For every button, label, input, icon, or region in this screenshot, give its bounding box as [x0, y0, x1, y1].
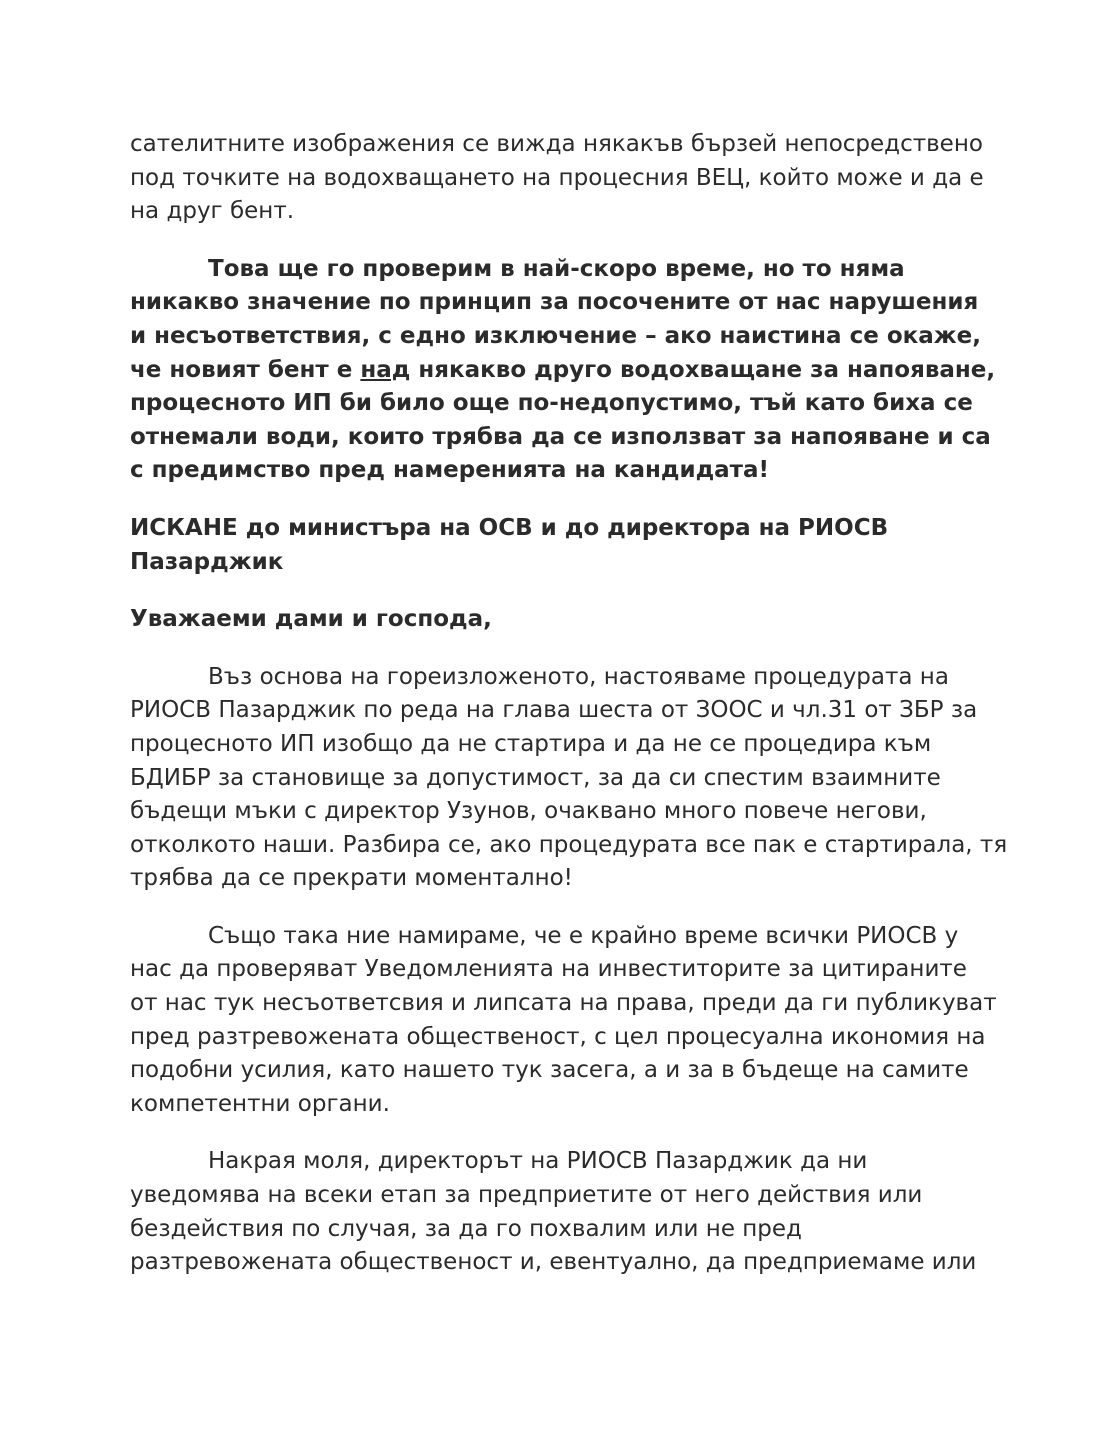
- text-line: отнемали води, които трябва да се използват за напояване и са: [130, 423, 991, 450]
- text-line: с предимство пред намеренията на кандидата!: [130, 457, 770, 484]
- text-line: бъдещи мъки с директор Узунов, очаквано много повече негови,: [130, 798, 927, 825]
- document-page: [130, 128, 1008, 1280]
- text-line: пред разтревожената общественост, с цел процесуална икономия на: [130, 1023, 986, 1050]
- text-line: БДИБР за становище за допустимост, за да си спестим взаимните: [130, 764, 941, 791]
- text-line: от нас тук несъответсвия и липсата на права, преди да ги публикуват: [130, 990, 997, 1017]
- paragraph-riosv-check: [130, 920, 997, 1122]
- text-segment: някакво друго водохващане за напояване,: [410, 356, 996, 383]
- text-line: нас да проверяват Уведомленията на инвеститорите за цитираните: [130, 956, 967, 983]
- text-line: под точките на водохващането на процесния ВЕЦ, който може и да е: [130, 164, 984, 191]
- text-line: трябва да се прекрати моментално!: [130, 865, 573, 892]
- text-line: Пазарджик: [130, 548, 284, 575]
- text-line: отколкото наши. Разбира се, ако процедурата все пак е стартирала, тя: [130, 831, 1008, 858]
- text-line: Уважаеми дами и господа,: [130, 606, 492, 633]
- underlined-word: над: [360, 356, 411, 383]
- text-line: [130, 354, 996, 388]
- paragraph-request: [130, 661, 1008, 896]
- text-segment: че новият бент е: [130, 356, 361, 383]
- text-line: уведомява на всеки етап за предприетите от него действия или: [130, 1182, 923, 1209]
- paragraph-final-request: [130, 1145, 990, 1279]
- text-line: Въз основа на гореизложеното, настояваме процедурата на: [208, 663, 949, 690]
- text-line: никакво значение по принцип за посочените от нас нарушения: [130, 289, 979, 316]
- salutation: [130, 603, 990, 637]
- text-line: сателитните изображения се вижда някакъв бързей непосредствено: [130, 131, 983, 157]
- text-line: компетентни органи.: [130, 1090, 390, 1117]
- text-line: и несъответствия, с едно изключение – ако наистина се окаже,: [130, 322, 981, 349]
- text-line: Това ще го проверим в най-скоро време, но то няма: [208, 255, 905, 282]
- text-line: процесното ИП изобщо да не стартира и да не се процедира към: [130, 730, 932, 757]
- text-line: бездействия по случая, за да го похвалим или не пред: [130, 1215, 802, 1242]
- text-line: на друг бент.: [130, 198, 295, 225]
- text-line: Също така ние намираме, че е крайно време всички РИОСВ у: [208, 922, 959, 949]
- request-heading: [130, 512, 990, 579]
- text-line: разтревожената общественост и, евентуално, да предприемаме или: [130, 1249, 977, 1276]
- text-line: ИСКАНЕ до министъра на ОСВ и до директора на РИОСВ: [130, 514, 889, 541]
- text-line: подобни усилия, като нашето тук засега, а и за в бъдеще на самите: [130, 1057, 969, 1084]
- text-line: процесното ИП би било още по-недопустимо, тъй като биха се: [130, 390, 973, 417]
- paragraph-satellite: [130, 128, 990, 229]
- text-line: РИОСВ Пазарджик по реда на глава шеста от ЗООС и чл.31 от ЗБР за: [130, 697, 978, 724]
- paragraph-check-statement: [130, 253, 996, 488]
- text-line: Накрая моля, директорът на РИОСВ Пазарджик да ни: [208, 1148, 868, 1175]
